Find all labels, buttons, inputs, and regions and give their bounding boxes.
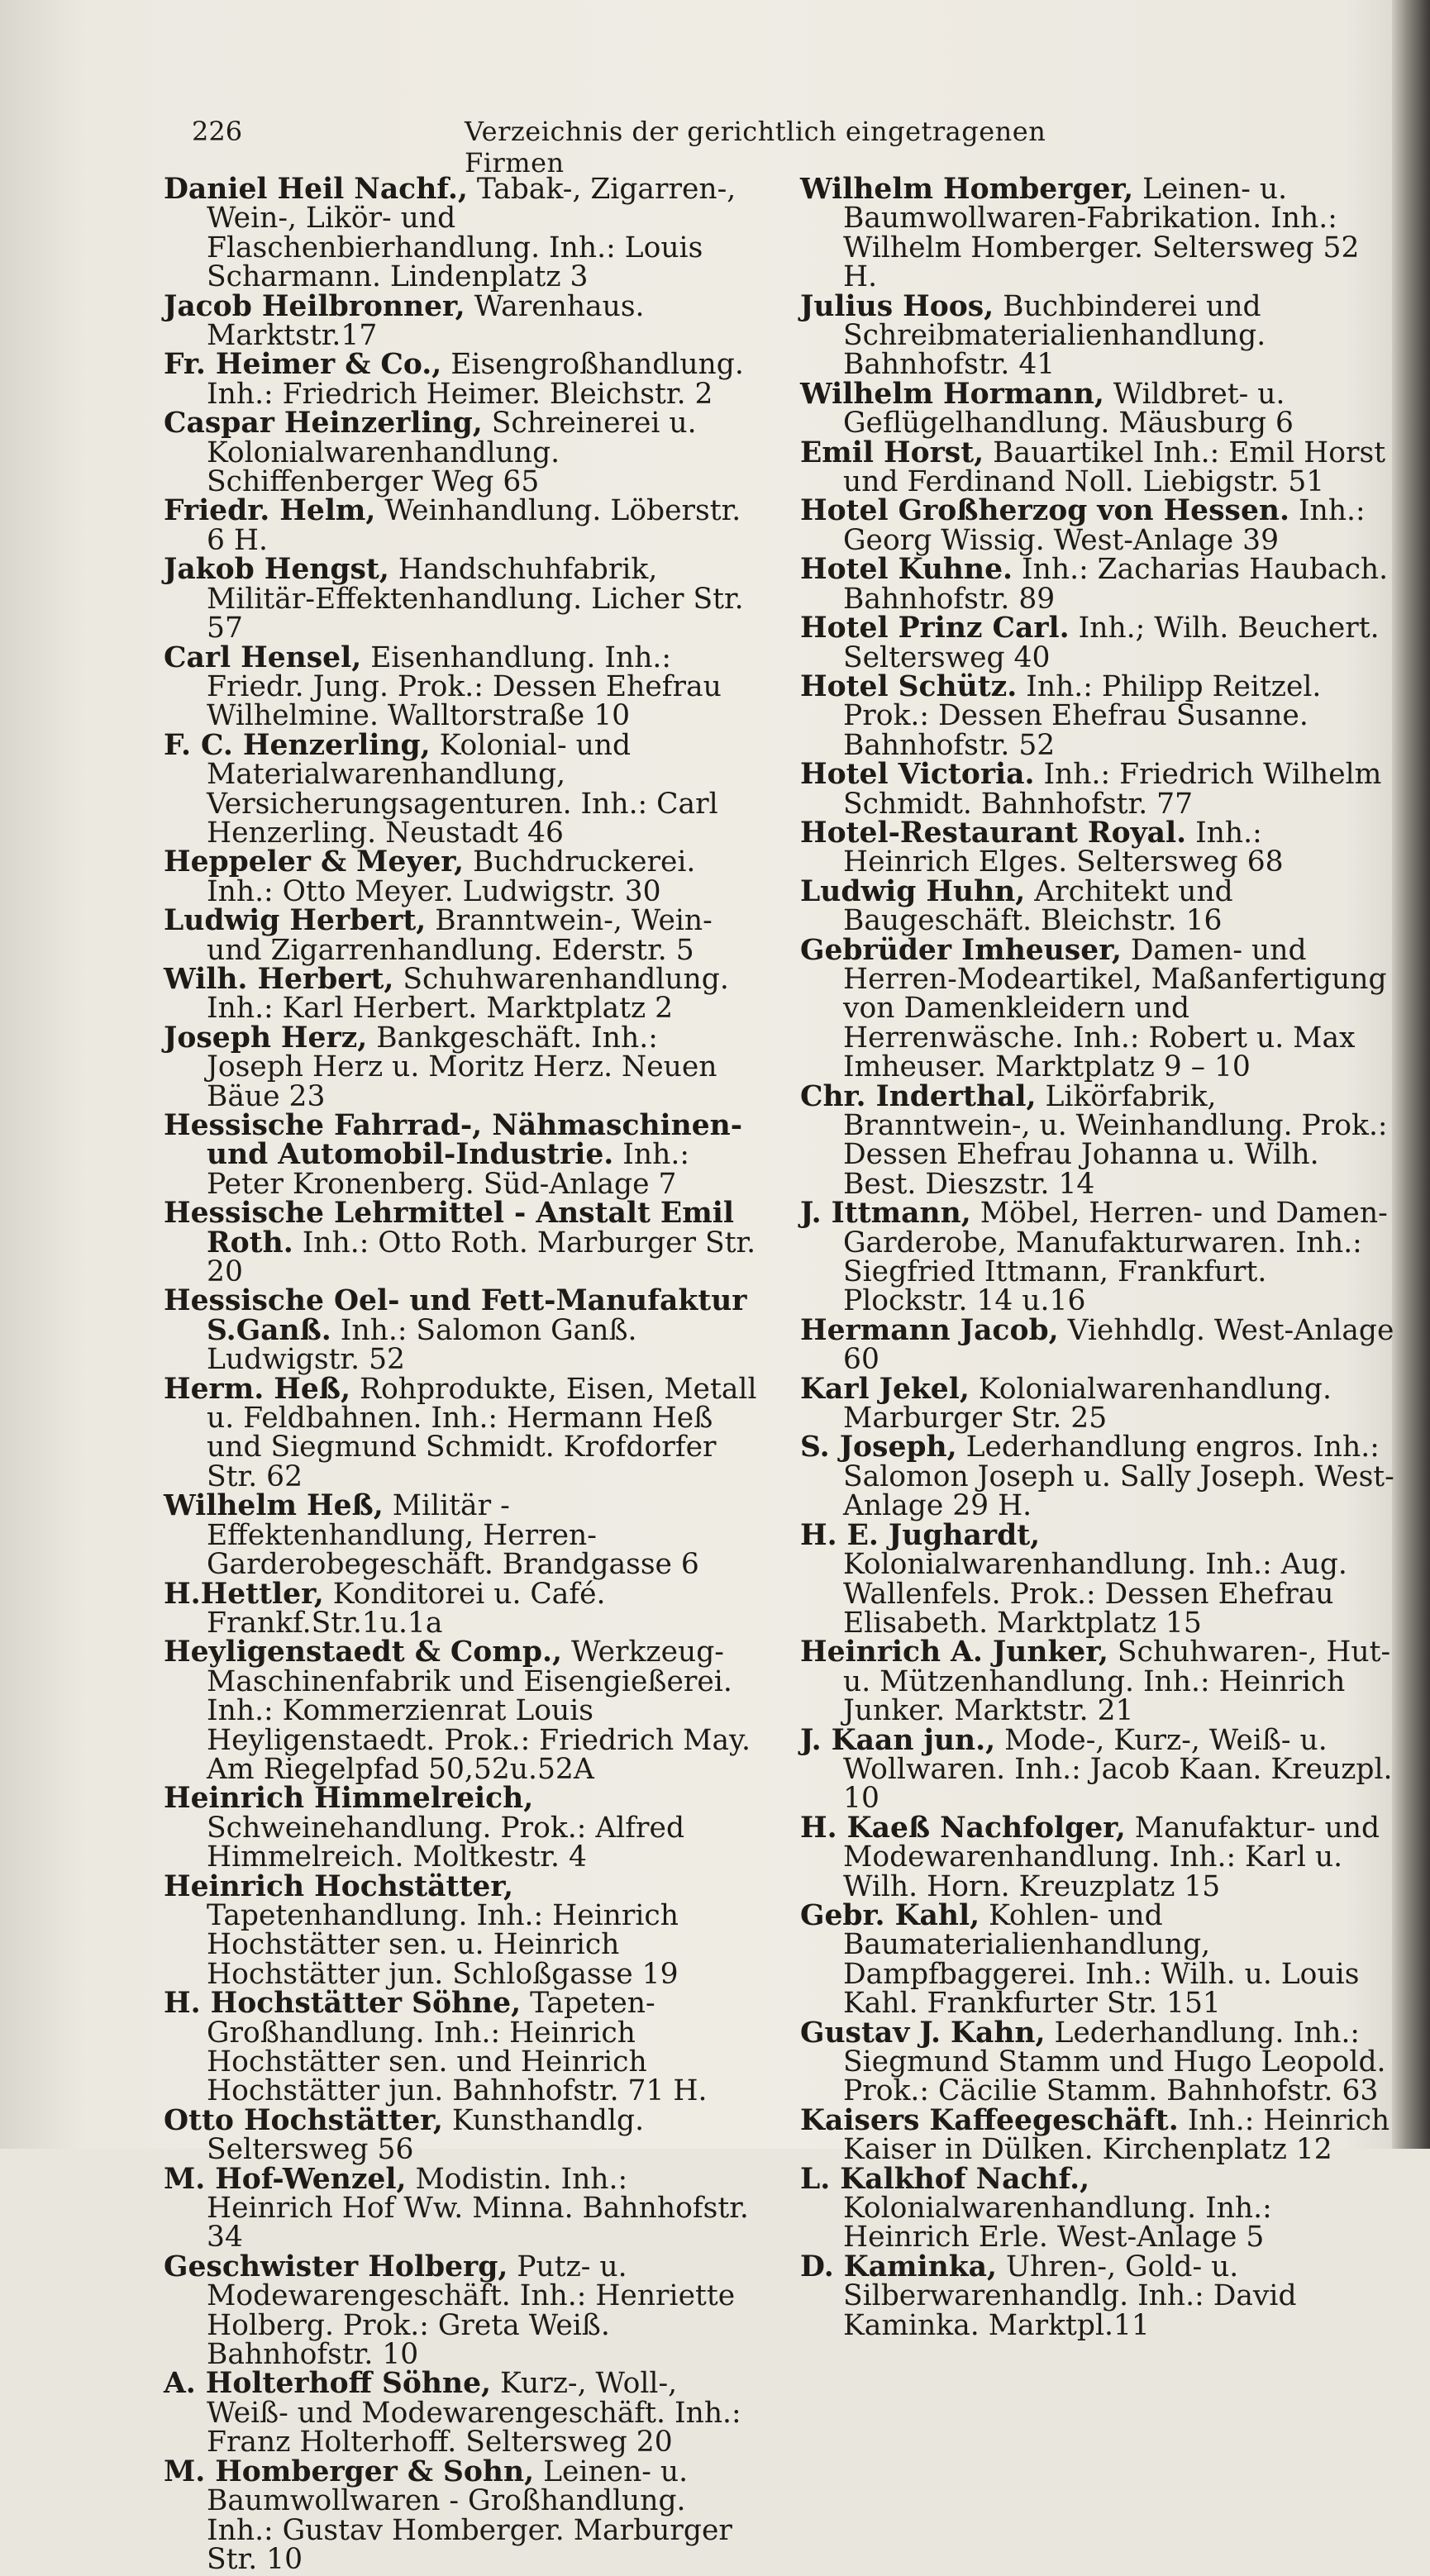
- firm-name: Julius Hoos,: [800, 289, 994, 323]
- firm-entry: [164, 1489, 759, 1582]
- firm-name: Jakob Hengst,: [164, 553, 389, 587]
- firm-details: Mode-, Kurz-, Weiß- u. Wollwaren. Inh.: Jacob Kaan. Kreuzpl. 10: [843, 1723, 1393, 1816]
- firm-entry: [800, 760, 1395, 819]
- firm-entry: [800, 1723, 1395, 1816]
- firm-entry: [800, 933, 1395, 1084]
- firm-entry: [164, 175, 759, 293]
- firm-details: Inh.: Heinrich Elges. Seltersweg 68: [843, 816, 1284, 879]
- firm-entry: [164, 728, 759, 850]
- firm-details: Kunsthandlg. Seltersweg 56: [207, 2103, 645, 2167]
- firm-details: Inh.: Philipp Reitzel. Prok.: Dessen Ehefrau Susanne. Bahnhofstr. 52: [843, 669, 1322, 762]
- firm-entry: [164, 1577, 759, 1640]
- firm-entry: [800, 175, 1395, 293]
- firm-entry: [164, 962, 759, 1026]
- firm-name: S. Joseph,: [800, 1431, 957, 1464]
- firm-entry: [164, 845, 759, 908]
- firm-details: Buchdruckerei. Inh.: Otto Meyer. Ludwigstr. 30: [207, 845, 696, 908]
- firm-name: Emil Horst,: [800, 436, 984, 469]
- firm-details: Eisenhandlung. Inh.: Friedr. Jung. Prok.: Dessen Ehefrau Wilhelmine. Walltorstraße 10: [207, 640, 722, 733]
- firm-entry: [800, 2016, 1395, 2108]
- firm-details: Inh.: Friedrich Wilhelm Schmidt. Bahnhofstr. 77: [843, 758, 1382, 821]
- page-header: [192, 116, 1118, 179]
- firm-name: Joseph Herz,: [164, 1021, 368, 1055]
- firm-entry: [800, 669, 1395, 762]
- firm-details: Kolonialwarenhandlung. Inh.: Aug. Wallenfels. Prok.: Dessen Ehefrau Elisabeth. Marktplatz 15: [843, 1548, 1347, 1640]
- firm-entry: [800, 555, 1395, 614]
- firm-entry: [164, 1284, 759, 1377]
- firm-details: Damen- und Herren-Modeartikel, Maßanfertigung von Damenkleidern und Herrenwäsche. Inh.: Robert u. Max Imheuser. Marktplatz 9 – 10: [843, 933, 1387, 1084]
- firm-name: Geschwister Holberg,: [164, 2250, 508, 2283]
- firm-name: Gebr. Kahl,: [800, 1898, 980, 1932]
- firm-name: Hotel Großherzog von Hessen.: [800, 494, 1290, 528]
- firm-entry: [800, 614, 1395, 673]
- firm-entry: [800, 1638, 1395, 1726]
- firm-entry: [800, 494, 1395, 557]
- firm-name: Hotel Prinz Carl.: [800, 612, 1070, 645]
- firm-details: Tapeten-Großhandlung. Inh.: Heinrich Hochstätter sen. und Heinrich Hochstätter jun. Bahnhofstr. 71 H.: [207, 1987, 708, 2108]
- firm-entry: [164, 1109, 759, 1201]
- firm-name: H.Hettler,: [164, 1577, 324, 1611]
- firm-details: Konditorei u. Café. Frankf.Str.1u.1a: [207, 1577, 606, 1640]
- firm-name: Daniel Heil Nachf.,: [164, 173, 468, 206]
- firm-details: Likörfabrik, Branntwein-, u. Weinhandlung. Prok.: Dessen Ehefrau Johanna u. Wilh. Best. Dieszstr. 14: [843, 1079, 1388, 1201]
- firm-details: Schweinehandlung. Prok.: Alfred Himmelreich. Moltkestr. 4: [207, 1811, 685, 1874]
- firm-entry: [164, 640, 759, 733]
- firm-name: A. Holterhoff Söhne,: [164, 2367, 492, 2401]
- firm-details: Militär - Effektenhandlung, Herren-Garderobegeschäft. Brandgasse 6: [207, 1489, 699, 1582]
- left-column: [164, 175, 759, 2574]
- firm-entry: [164, 1989, 759, 2107]
- firm-details: Inh.: Salomon Ganß. Ludwigstr. 52: [207, 1313, 637, 1377]
- firm-entry: [164, 1372, 759, 1493]
- firm-name: Heyligenstaedt & Comp.,: [164, 1636, 562, 1669]
- firm-details: Viehhdlg. West-Anlage 60: [843, 1313, 1394, 1377]
- page-number: 226: [192, 116, 243, 147]
- firm-details: Tabak-, Zigarren-, Wein-, Likör- und Flaschenbierhandlung. Inh.: Louis Scharmann. Lindenplatz 3: [207, 173, 736, 294]
- firm-name: Wilhelm Hormann,: [800, 377, 1104, 411]
- firm-details: Handschuhfabrik, Militär-Effektenhandlung. Licher Str. 57: [207, 553, 744, 645]
- firm-name: J. Kaan jun.,: [800, 1723, 996, 1757]
- firm-entry: [164, 1199, 759, 1287]
- firm-name: Hotel Victoria.: [800, 758, 1035, 792]
- firm-entry: [800, 1811, 1395, 1903]
- firm-name: Karl Jekel,: [800, 1372, 970, 1406]
- firm-name: Jacob Heilbronner,: [164, 289, 465, 323]
- firm-name: Heinrich Himmelreich,: [164, 1782, 534, 1816]
- firm-details: Manufaktur- und Modewarenhandlung. Inh.: Karl u. Wilh. Horn. Kreuzplatz 15: [843, 1811, 1380, 1903]
- firm-name: Caspar Heinzerling,: [164, 407, 483, 440]
- firm-name: H. E. Jughardt,: [800, 1518, 1041, 1552]
- firm-entry: [164, 289, 759, 353]
- right-column: [800, 175, 1395, 2340]
- firm-name: Wilhelm Heß,: [164, 1489, 384, 1523]
- firm-details: Schreinerei u. Kolonialwarenhandlung. Schiffenberger Weg 65: [207, 407, 697, 499]
- page-edge-shadow: [1392, 0, 1430, 2149]
- firm-entry: [164, 350, 759, 409]
- firm-details: Schuhwarenhandlung. Inh.: Karl Herbert. Marktplatz 2: [207, 962, 729, 1026]
- firm-entry: [164, 904, 759, 967]
- firm-entry: [800, 1518, 1395, 1640]
- firm-name: L. Kalkhof Nachf.,: [800, 2162, 1090, 2196]
- firm-name: Otto Hochstätter,: [164, 2103, 443, 2137]
- firm-name: Herm. Heß,: [164, 1372, 351, 1406]
- firm-entry: [800, 377, 1395, 440]
- firm-name: D. Kaminka,: [800, 2250, 998, 2283]
- firm-details: Werkzeug-Maschinenfabrik und Eisengießerei. Inh.: Kommerzienrat Louis Heyligenstaedt. Prok.: Friedrich May. Am Riegelpfad 50,52u.52A: [207, 1636, 751, 1786]
- firm-entry: [164, 1869, 759, 1991]
- firm-name: Heppeler & Meyer,: [164, 845, 464, 879]
- firm-details: Inh.: Georg Wissig. West-Anlage 39: [843, 494, 1366, 557]
- firm-name: Chr. Inderthal,: [800, 1079, 1037, 1113]
- running-title: Verzeichnis der gerichtlich eingetragenen Firmen: [465, 116, 1046, 179]
- firm-details: Inh.: Zacharias Haubach. Bahnhofstr. 89: [843, 553, 1389, 616]
- firm-name: Wilh. Herbert,: [164, 962, 394, 996]
- firm-entry: [800, 1079, 1395, 1201]
- firm-name: Hotel Schütz.: [800, 669, 1018, 703]
- firm-name: Friedr. Helm,: [164, 494, 376, 528]
- firm-entry: [800, 874, 1395, 938]
- firm-name: H. Kaeß Nachfolger,: [800, 1811, 1126, 1845]
- firm-details: Tapetenhandlung. Inh.: Heinrich Hochstätter sen. u. Heinrich Hochstätter jun. Schloßgasse 19: [207, 1898, 679, 1991]
- firm-name: Fr. Heimer & Co.,: [164, 348, 442, 382]
- firm-details: Leinen- u. Baumwollwaren-Fabrikation. Inh.: Wilhelm Homberger. Seltersweg 52 H.: [843, 173, 1360, 294]
- firm-entry: [164, 2455, 759, 2576]
- firm-name: Heinrich A. Junker,: [800, 1636, 1108, 1669]
- firm-details: Kolonialwarenhandlung. Inh.: Heinrich Erle. West-Anlage 5: [843, 2192, 1272, 2255]
- firm-entry: [800, 816, 1395, 879]
- firm-entry: [800, 1898, 1395, 2021]
- firm-entry: [800, 1433, 1395, 1521]
- firm-name: Hessische Lehrmittel - Anstalt Emil Roth.: [164, 1197, 734, 1259]
- firm-name: Hermann Jacob,: [800, 1313, 1059, 1347]
- firm-details: Leinen- u. Baumwollwaren - Großhandlung. Inh.: Gustav Homberger. Marburger Str. 10: [207, 2455, 732, 2576]
- firm-name: M. Homberger & Sohn,: [164, 2455, 535, 2488]
- firm-details: Lederhandlung engros. Inh.: Salomon Joseph u. Sally Joseph. West-Anlage 29 H.: [843, 1431, 1394, 1523]
- firm-name: Heinrich Hochstätter,: [164, 1869, 514, 1903]
- firm-entry: [164, 494, 759, 557]
- firm-details: Möbel, Herren- und Damen-Garderobe, Manufakturwaren. Inh.: Siegfried Ittmann, Frankfurt. Plockstr. 14 u.16: [843, 1197, 1388, 1318]
- firm-entry: [800, 2162, 1395, 2255]
- firm-name: Wilhelm Homberger,: [800, 173, 1134, 206]
- firm-name: F. C. Henzerling,: [164, 728, 431, 762]
- firm-entry: [800, 289, 1395, 382]
- firm-details: Lederhandlung. Inh.: Siegmund Stamm und Hugo Leopold. Prok.: Cäcilie Stamm. Bahnhofstr. 63: [843, 2016, 1386, 2108]
- firm-details: Eisengroßhandlung. Inh.: Friedrich Heimer. Bleichstr. 2: [207, 348, 744, 411]
- firm-details: Rohprodukte, Eisen, Metall u. Feldbahnen. Inh.: Hermann Heß und Siegmund Schmidt. Krofdorfer Str. 62: [207, 1372, 757, 1493]
- firm-details: Modistin. Inh.: Heinrich Hof Ww. Minna. Bahnhofstr. 34: [207, 2162, 749, 2255]
- firm-entry: [800, 1372, 1395, 1436]
- firm-details: Wildbret- u. Geflügelhandlung. Mäusburg 6: [843, 377, 1294, 440]
- firm-details: Inh.: Heinrich Kaiser in Dülken. Kirchenplatz 12: [843, 2103, 1390, 2167]
- firm-details: Putz- u. Modewarengeschäft. Inh.: Henriette Holberg. Prok.: Greta Weiß. Bahnhofstr. 10: [207, 2250, 736, 2372]
- firm-entry: [164, 1638, 759, 1784]
- firm-name: J. Ittmann,: [800, 1197, 971, 1231]
- firm-details: Bankgeschäft. Inh.: Joseph Herz u. Moritz Herz. Neuen Bäue 23: [207, 1021, 717, 1113]
- firm-name: Gustav J. Kahn,: [800, 2016, 1046, 2050]
- firm-details: Kolonialwarenhandlung. Marburger Str. 25: [843, 1372, 1332, 1436]
- firm-name: H. Hochstätter Söhne,: [164, 1987, 522, 2021]
- firm-entry: [800, 1199, 1395, 1317]
- firm-entry: [164, 2162, 759, 2255]
- firm-details: Architekt und Baugeschäft. Bleichstr. 16: [843, 874, 1233, 938]
- firm-details: Kurz-, Woll-, Weiß- und Modewarengeschäft. Inh.: Franz Holterhoff. Seltersweg 20: [207, 2367, 741, 2459]
- firm-name: Ludwig Huhn,: [800, 874, 1026, 908]
- firm-details: Buchbinderei und Schreibmaterialienhandlung. Bahnhofstr. 41: [843, 289, 1266, 382]
- firm-entry: [800, 436, 1395, 499]
- firm-entry: [164, 2103, 759, 2167]
- firm-name: Gebrüder Imheuser,: [800, 933, 1122, 967]
- firm-details: Schuhwaren-, Hut- u. Mützenhandlung. Inh.: Heinrich Junker. Marktstr. 21: [843, 1636, 1391, 1728]
- firm-details: Weinhandlung. Löberstr. 6 H.: [207, 494, 741, 557]
- firm-entry: [164, 1021, 759, 1113]
- firm-name: Carl Hensel,: [164, 640, 362, 674]
- firm-details: Inh.: Otto Roth. Marburger Str. 20: [207, 1226, 756, 1289]
- firm-details: Branntwein-, Wein- und Zigarrenhandlung. Ederstr. 5: [207, 904, 713, 967]
- firm-details: Warenhaus. Marktstr.17: [207, 289, 645, 353]
- firm-entry: [800, 2103, 1395, 2167]
- firm-entry: [164, 409, 759, 497]
- firm-entry: [800, 2250, 1395, 2342]
- firm-details: Kohlen- und Baumaterialienhandlung, Dampfbaggerei. Inh.: Wilh. u. Louis Kahl. Frankfurter Str. 151: [843, 1898, 1360, 2021]
- firm-details: Bauartikel Inh.: Emil Horst und Ferdinand Noll. Liebigstr. 51: [843, 436, 1386, 499]
- firm-details: Kolonial- und Materialwarenhandlung, Versicherungsagenturen. Inh.: Carl Henzerling. Neustadt 46: [207, 728, 718, 850]
- firm-name: Hotel-Restaurant Royal.: [800, 816, 1187, 850]
- firm-name: M. Hof-Wenzel,: [164, 2162, 407, 2196]
- firm-entry: [164, 555, 759, 643]
- firm-details: Inh.: Peter Kronenberg. Süd-Anlage 7: [207, 1138, 689, 1201]
- firm-details: Inh.; Wilh. Beuchert. Seltersweg 40: [843, 612, 1380, 674]
- firm-entry: [164, 1784, 759, 1872]
- firm-entry: [800, 1313, 1395, 1377]
- firm-name: Kaisers Kaffeegeschäft.: [800, 2103, 1179, 2137]
- firm-name: Hotel Kuhne.: [800, 553, 1013, 587]
- firm-name: Hessische Oel- und Fett-Manufaktur S.Ganß.: [164, 1284, 747, 1347]
- firm-entry: [164, 2250, 759, 2372]
- firm-entry: [164, 2369, 759, 2457]
- firm-details: Uhren-, Gold- u. Silberwarenhandlg. Inh.: David Kaminka. Marktpl.11: [843, 2250, 1297, 2342]
- firm-name: Ludwig Herbert,: [164, 904, 427, 938]
- firm-name: Hessische Fahrrad-, Nähmaschinen- und Automobil-Industrie.: [164, 1109, 743, 1172]
